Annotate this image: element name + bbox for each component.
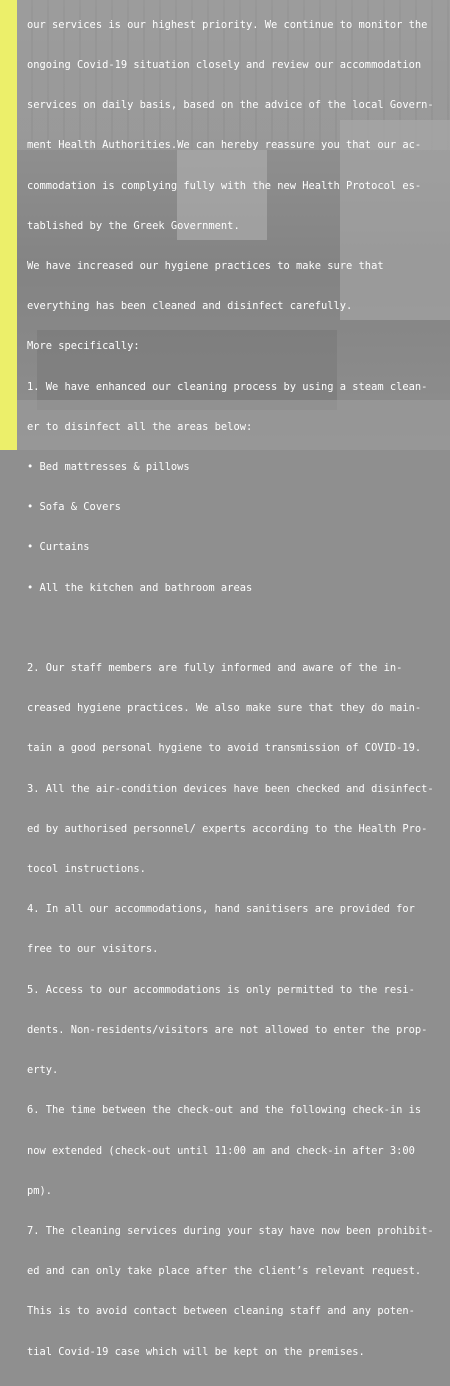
text-line: 1. We have enhanced our cleaning process by using a steam clean- xyxy=(27,380,428,393)
accent-bar xyxy=(0,0,17,450)
text-line: 3. All the air-condition devices have been checked and disinfect- xyxy=(27,782,434,795)
text-line: services on daily basis, based on the advice of the local Govern- xyxy=(27,99,434,112)
text-line: 4. In all our accommodations, hand sanitisers are provided for xyxy=(27,903,415,916)
text-line: dents. Non-residents/visitors are not allowed to enter the prop- xyxy=(27,1023,428,1036)
text-line: This is to avoid contact between cleaning staff and any poten- xyxy=(27,1305,415,1318)
text-line: 5. Access to our accommodations is only permitted to the resi- xyxy=(27,983,415,996)
text-line: creased hygiene practices. We also make sure that they do main- xyxy=(27,702,422,715)
text-line: ment Health Authorities.We can hereby reassure you that our ac- xyxy=(27,139,422,152)
text-line: tial Covid-19 case which will be kept on the premises. xyxy=(27,1345,365,1358)
text-line: tocol instructions. xyxy=(27,863,146,876)
text-line: er to disinfect all the areas below: xyxy=(27,420,253,433)
text-line: ed and can only take place after the client’s relevant request. xyxy=(27,1265,422,1278)
text-line: We have increased our hygiene practices to make sure that xyxy=(27,260,384,273)
spacer-line xyxy=(27,622,437,635)
text-line: ongoing Covid-19 situation closely and review our accommodation xyxy=(27,59,422,72)
text-line: 6. The time between the check-out and the following check-in is xyxy=(27,1104,422,1117)
bullet-item: • Bed mattresses & pillows xyxy=(27,461,190,474)
text-line: pm). xyxy=(27,1184,53,1197)
text-line: 7. The cleaning services during your stay have now been prohibit- xyxy=(27,1224,434,1237)
text-line: our services is our highest priority. We continue to monitor the xyxy=(27,18,428,31)
bullet-item: • All the kitchen and bathroom areas xyxy=(27,581,253,594)
text-line: tablished by the Greek Government. xyxy=(27,219,240,232)
text-line: commodation is complying fully with the new Health Protocol es- xyxy=(27,179,422,192)
bullet-item: • Sofa & Covers xyxy=(27,501,121,514)
text-line: tain a good personal hygiene to avoid transmission of COVID-19. xyxy=(27,742,422,755)
bullet-item: • Curtains xyxy=(27,541,90,554)
text-line: now extended (check-out until 11:00 am and check-in after 3:00 xyxy=(27,1144,415,1157)
text-line: free to our visitors. xyxy=(27,943,159,956)
text-line: ed by authorised personnel/ experts according to the Health Pro- xyxy=(27,822,428,835)
notice-text xyxy=(27,0,437,1386)
text-line: More specifically: xyxy=(27,340,140,353)
text-line: 2. Our staff members are fully informed and aware of the in- xyxy=(27,662,403,675)
text-line: erty. xyxy=(27,1064,59,1077)
text-line: everything has been cleaned and disinfect carefully. xyxy=(27,300,353,313)
